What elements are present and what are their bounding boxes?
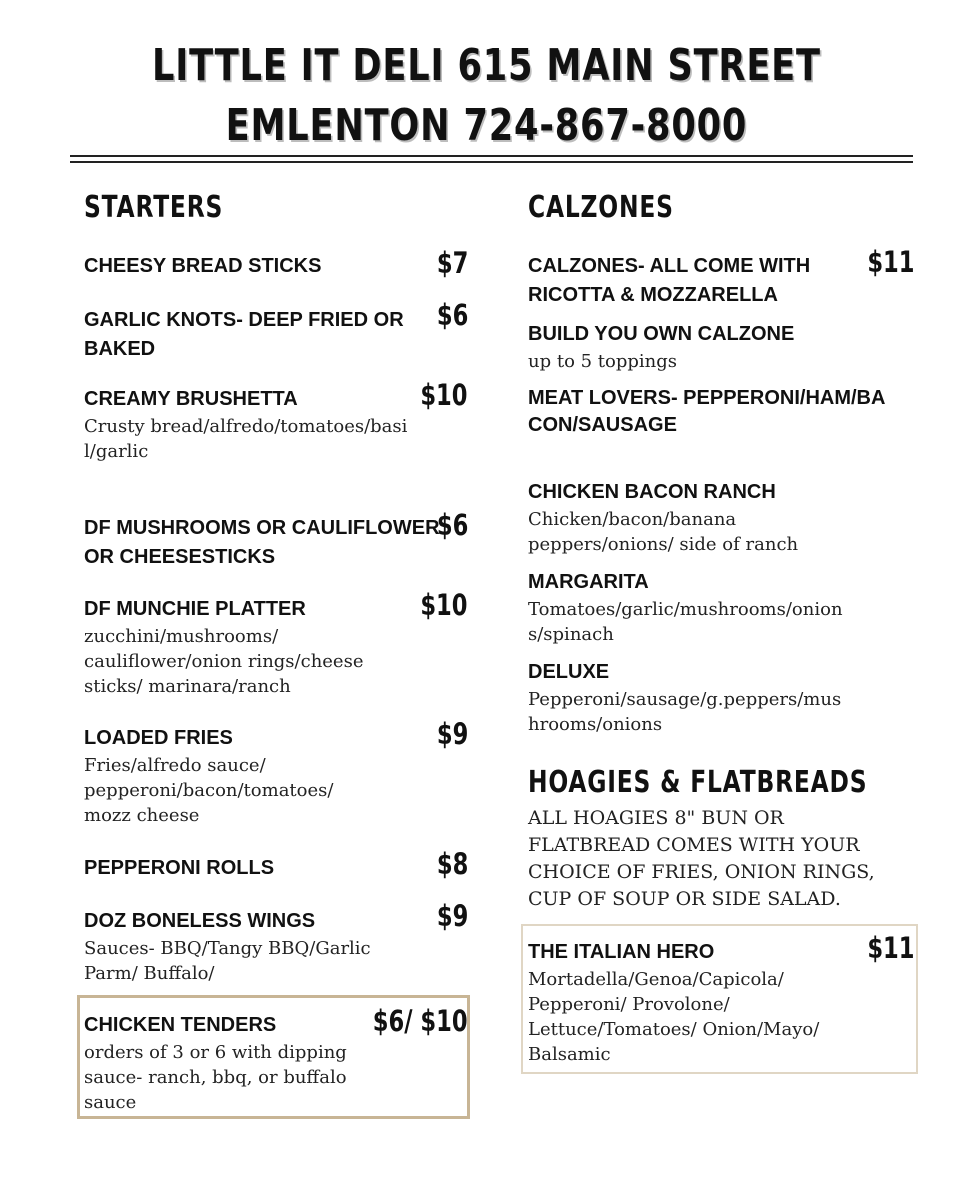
menu-item <box>528 938 858 1067</box>
item-name: MEAT LOVERS- PEPPERONI/HAM/BACON/SAUSAGE <box>528 387 886 436</box>
item-price: $10 <box>420 378 468 412</box>
item-name: DF MUNCHIE PLATTER <box>84 598 306 620</box>
item-description: zucchini/mushrooms/ cauliflower/onion rings/cheese sticks/ marinara/ranch <box>84 626 364 697</box>
item-name: LOADED FRIES <box>84 727 233 749</box>
menu-item <box>528 568 868 647</box>
item-name: CALZONES- ALL COME WITH RICOTTA & MOZZARELLA <box>528 255 811 306</box>
item-name: CREAMY BRUSHETTA <box>84 388 298 410</box>
item-price: $6/ $10 <box>373 1004 468 1038</box>
item-price: $6 <box>436 298 468 332</box>
menu-item <box>84 1011 374 1115</box>
item-price: $11 <box>867 931 915 965</box>
item-price: $9 <box>436 899 468 933</box>
item-price: $10 <box>420 588 468 622</box>
item-price: $8 <box>436 847 468 881</box>
item-name: PEPPERONI ROLLS <box>84 857 275 879</box>
item-description: orders of 3 or 6 with dipping sauce- ranch, bbq, or buffalo sauce <box>84 1042 347 1113</box>
item-description: Crusty bread/alfredo/tomatoes/basil/garlic <box>84 416 408 462</box>
menu-item <box>84 854 414 883</box>
header-divider-top <box>70 155 913 157</box>
item-name: THE ITALIAN HERO <box>528 941 715 963</box>
item-name: MARGARITA <box>528 571 649 593</box>
item-name: DELUXE <box>528 661 610 683</box>
menu-item <box>84 252 424 281</box>
item-name: CHEESY BREAD STICKS <box>84 255 322 277</box>
menu-item <box>528 658 868 737</box>
menu-item <box>84 907 414 986</box>
hoagies-title: HOAGIES & FLATBREADS <box>528 765 868 800</box>
item-price: $9 <box>436 717 468 751</box>
menu-item <box>84 514 464 572</box>
menu-item <box>528 320 908 374</box>
starters-title: STARTERS <box>84 190 224 225</box>
header-line-2: EMLENTON 724-867-8000 <box>225 100 748 151</box>
item-name: CHICKEN BACON RANCH <box>528 481 776 503</box>
menu-item <box>528 385 898 439</box>
restaurant-header <box>97 36 875 156</box>
item-name: GARLIC KNOTS- DEEP FRIED OR BAKED <box>84 309 404 360</box>
item-price: $7 <box>436 246 468 280</box>
menu-item <box>84 724 384 828</box>
item-price: $11 <box>867 245 915 279</box>
hoagies-note: ALL HOAGIES 8" BUN OR FLATBREAD COMES WITH YOUR CHOICE OF FRIES, ONION RINGS, CUP OF SOUP OR SIDE SALAD. <box>528 807 875 910</box>
calzones-title: CALZONES <box>528 190 674 225</box>
item-name: BUILD YOU OWN CALZONE <box>528 323 795 345</box>
item-description: Chicken/bacon/banana peppers/onions/ side of ranch <box>528 509 799 555</box>
item-description: Sauces- BBQ/Tangy BBQ/Garlic Parm/ Buffalo/ <box>84 938 371 984</box>
item-description: Tomatoes/garlic/mushrooms/onions/spinach <box>528 599 843 645</box>
item-name: CHICKEN TENDERS <box>84 1014 277 1036</box>
header-line-1: LITTLE IT DELI 615 MAIN STREET <box>151 40 821 91</box>
item-price: $6 <box>436 508 468 542</box>
item-description: Mortadella/Genoa/Capicola/ Pepperoni/ Provolone/ Lettuce/Tomatoes/ Onion/Mayo/ Balsamic <box>528 969 820 1065</box>
menu-item <box>528 478 908 557</box>
item-description: Fries/alfredo sauce/ pepperoni/bacon/tomatoes/ mozz cheese <box>84 755 334 826</box>
item-name: DOZ BONELESS WINGS <box>84 910 316 932</box>
menu-item <box>84 595 404 699</box>
item-description: Pepperoni/sausage/g.peppers/mushrooms/onions <box>528 689 842 735</box>
header-divider-bottom <box>70 161 913 163</box>
menu-item <box>84 306 414 364</box>
item-description: up to 5 toppings <box>528 351 678 372</box>
item-name: DF MUSHROOMS OR CAULIFLOWER OR CHEESESTICKS <box>84 517 440 568</box>
menu-item <box>84 385 419 464</box>
menu-item <box>528 252 858 310</box>
